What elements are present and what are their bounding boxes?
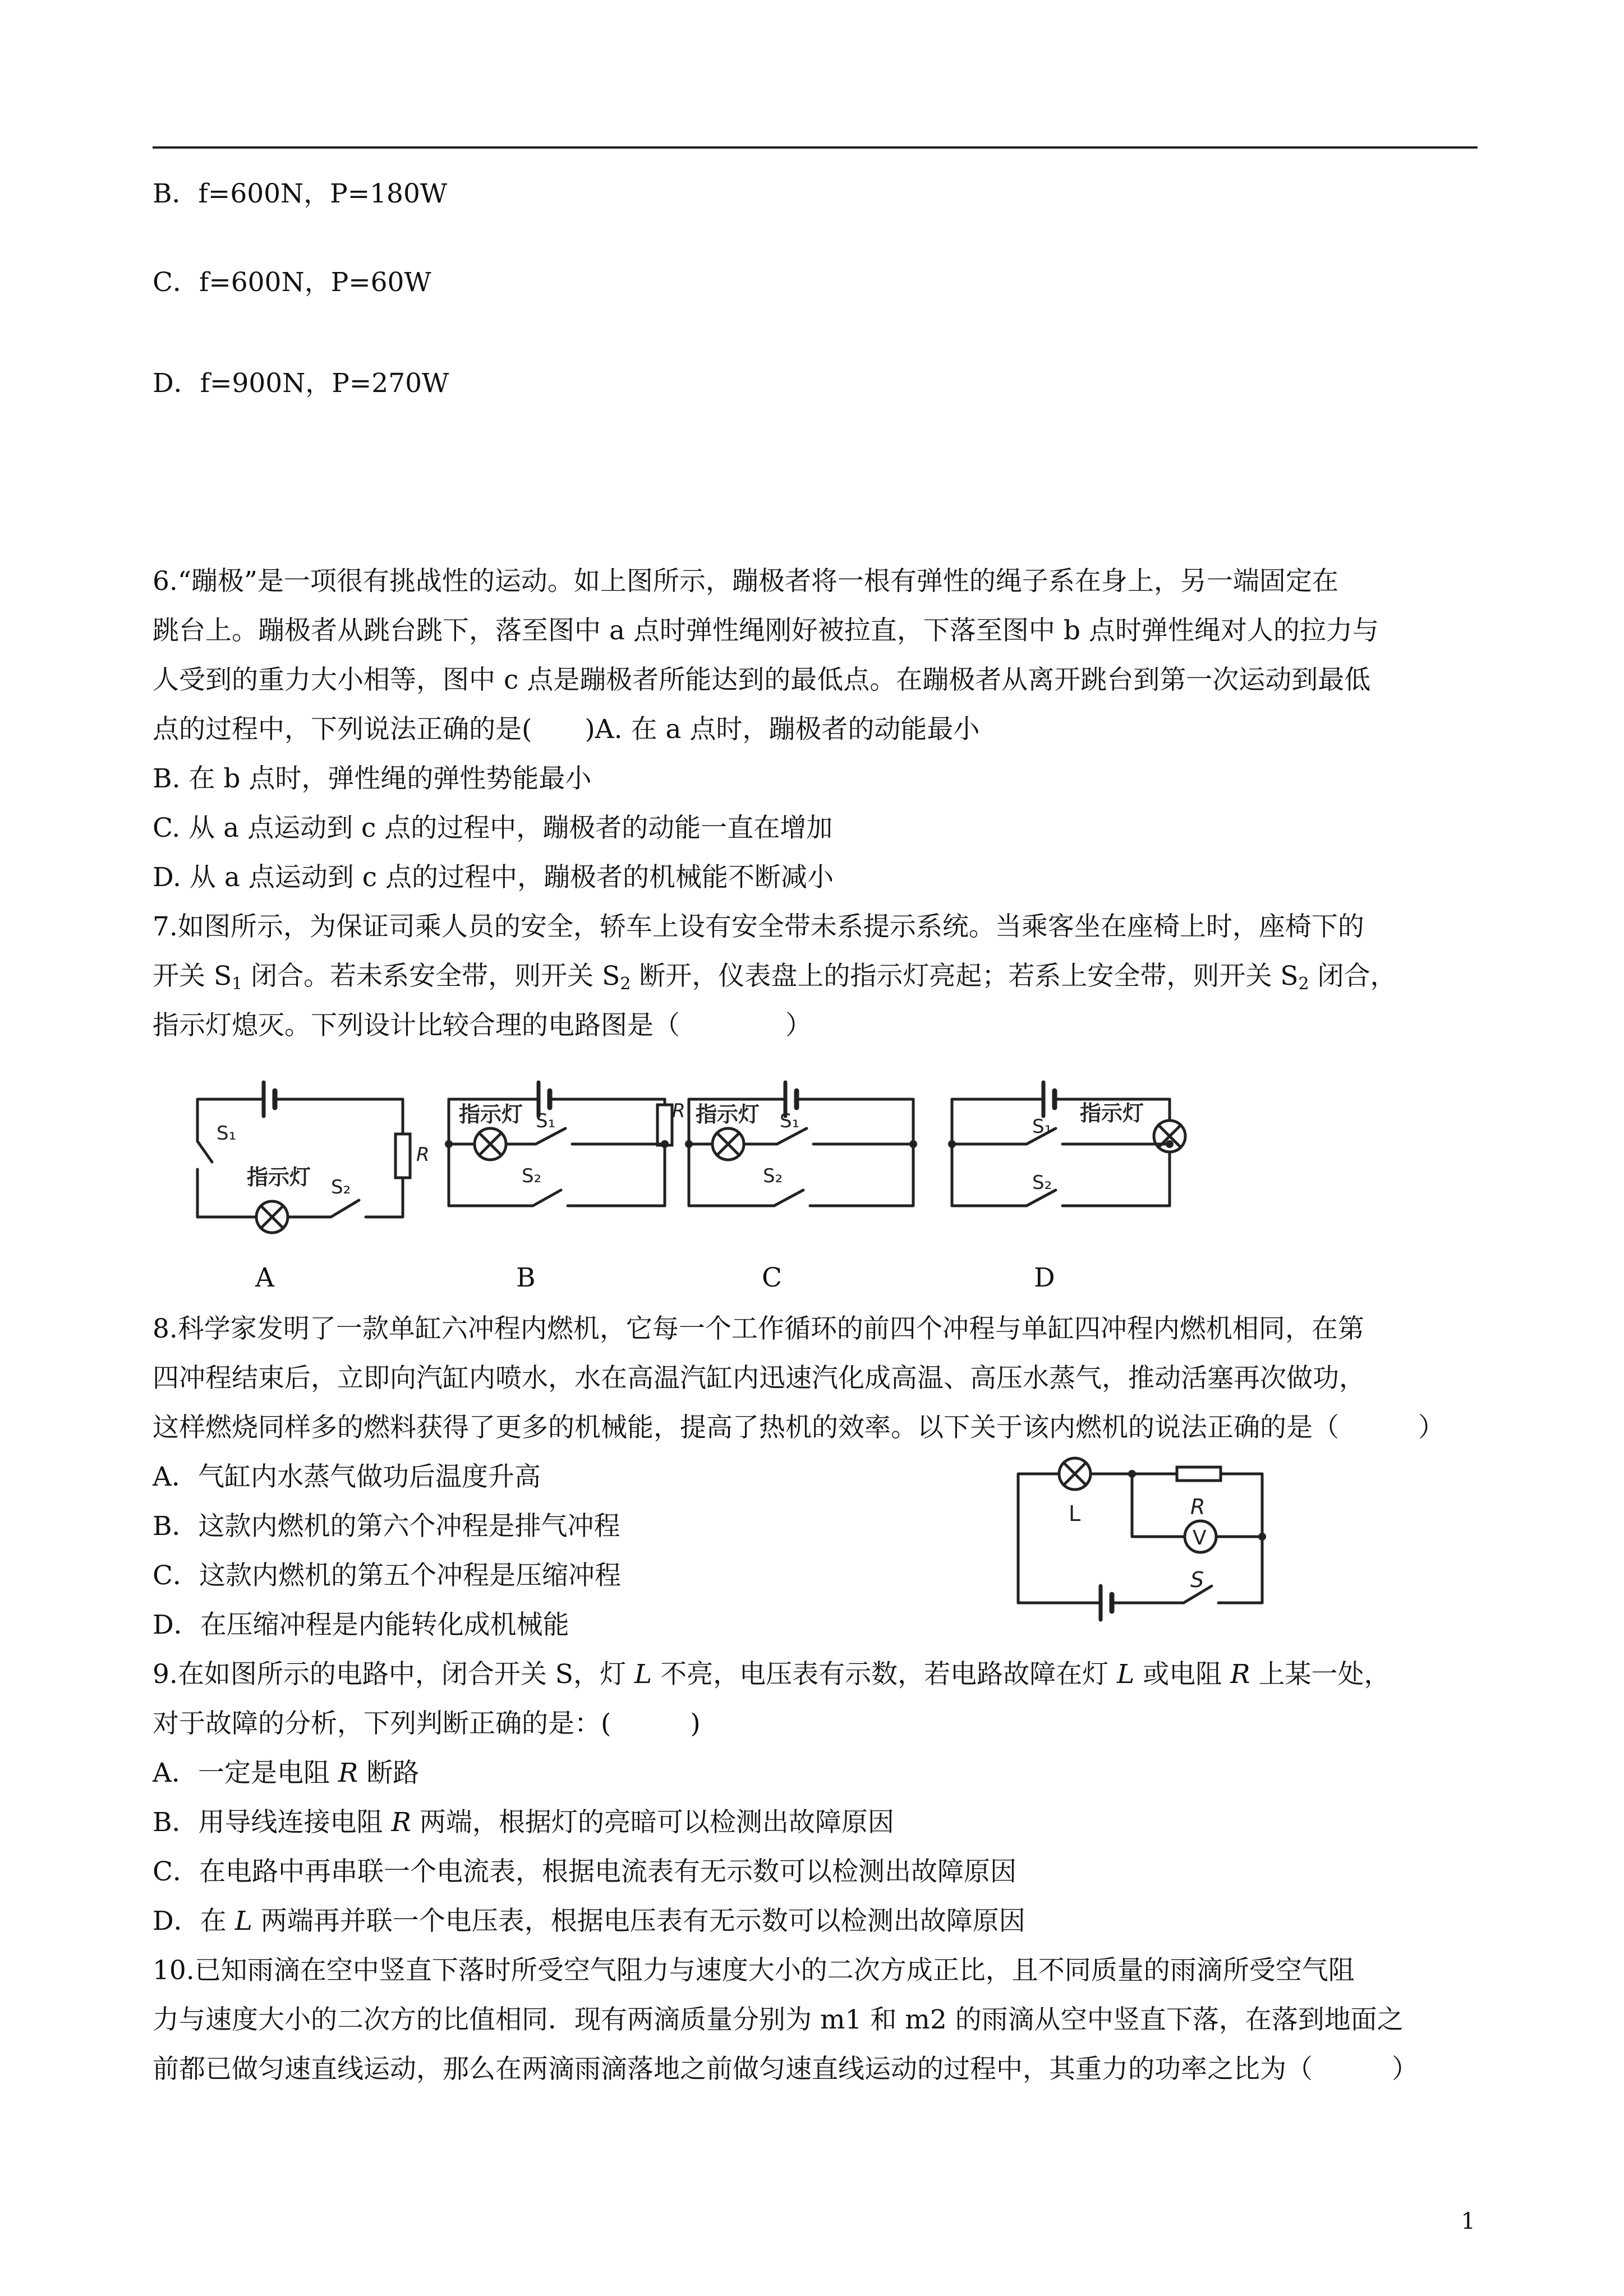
- q6-line-4: 点的过程中，下列说法正确的是( )A. 在 a 点时，蹦极者的动能最小: [153, 714, 980, 745]
- q7-caption-b: B: [516, 1262, 536, 1293]
- circuit-a-s2-label: S₂: [331, 1176, 351, 1198]
- q9-option-d: D．在 L 两端再并联一个电压表，根据电压表有无示数可以检测出故障原因: [153, 1906, 1025, 1937]
- q8-option-d: D．在压缩冲程是内能转化成机械能: [153, 1610, 569, 1640]
- q8-line-3: 这样燃烧同样多的燃料获得了更多的机械能，提高了热机的效率。以下关于该内燃机的说法正确的是（ ）: [153, 1412, 1444, 1443]
- q9-option-b: B．用导线连接电阻 R 两端，根据灯的亮暗可以检测出故障原因: [153, 1807, 894, 1838]
- circuit-c-s2-label: S₂: [763, 1165, 783, 1187]
- q6-option-d: D. 从 a 点运动到 c 点的过程中，蹦极者的机械能不断减小: [153, 862, 834, 893]
- q10-line-2: 力与速度大小的二次方的比值相同．现有两滴质量分别为 m1 和 m2 的雨滴从空中竖直下落，在落到地面之: [153, 2004, 1404, 2035]
- q6-option-b: B. 在 b 点时，弹性绳的弹性势能最小: [153, 763, 592, 794]
- page-number: 1: [1461, 2209, 1475, 2234]
- q8-option-c: C．这款内燃机的第五个冲程是压缩冲程: [153, 1560, 621, 1591]
- q7-caption-c: C: [762, 1262, 782, 1293]
- q7-caption-a: A: [255, 1262, 274, 1293]
- q6-option-c: C. 从 a 点运动到 c 点的过程中，蹦极者的动能一直在增加: [153, 813, 833, 843]
- q9-fig-l-label: L: [1069, 1501, 1081, 1526]
- circuit-b-lamp-label: 指示灯: [459, 1102, 523, 1127]
- q8-line-2: 四冲程结束后，立即向汽缸内喷水，水在高温汽缸内迅速汽化成高温、高压水蒸气，推动活塞再次做功，: [153, 1363, 1365, 1394]
- circuit-d-lamp-label: 指示灯: [1080, 1101, 1144, 1126]
- q6-line-1: 6.“蹦极”是一项很有挑战性的运动。如上图所示，蹦极者将一根有弹性的绳子系在身上，另一端固定在: [153, 566, 1338, 597]
- q9-fig-v-label: V: [1193, 1527, 1207, 1550]
- q5-option-b: B．f=600N，P=180W: [153, 178, 448, 209]
- q6-line-2: 跳台上。蹦极者从跳台跳下，落至图中 a 点时弹性绳刚好被拉直，下落至图中 b 点时弹性绳对人的拉力与: [153, 615, 1379, 646]
- q8-option-a: A．气缸内水蒸气做功后温度升高: [153, 1461, 541, 1492]
- circuit-b-s1-label: S₁: [536, 1110, 556, 1132]
- q9-option-c: C．在电路中再串联一个电流表，根据电流表有无示数可以检测出故障原因: [153, 1856, 1016, 1887]
- q7-line-2: 开关 $S_1$ 闭合。若未系安全带，则开关 $S_2$ 断开，仪表盘上的指示灯亮起；若系上安全带，则开关 $S_2$ 闭合，: [153, 961, 1397, 994]
- circuit-b-s2-label: S₂: [522, 1165, 542, 1187]
- circuit-c-lamp-label: 指示灯: [696, 1102, 760, 1127]
- q7-line-3: 指示灯熄灭。下列设计比较合理的电路图是（ ）: [153, 1010, 812, 1041]
- circuit-d-s2-label: S₂: [1032, 1172, 1052, 1194]
- q5-option-c: C．f=600N，P=60W: [153, 267, 431, 298]
- q5-option-d: D．f=900N，P=270W: [153, 368, 449, 399]
- q7-line-1: 7.如图所示，为保证司乘人员的安全，轿车上设有安全带未系提示系统。当乘客坐在座椅上时，座椅下的: [153, 911, 1364, 942]
- circuit-a-r-label: R: [416, 1144, 430, 1166]
- circuit-a-s1-label: S₁: [217, 1122, 237, 1145]
- q6-line-3: 人受到的重力大小相等，图中 c 点是蹦极者所能达到的最低点。在蹦极者从离开跳台到第一次运动到最低: [153, 665, 1371, 695]
- q9-fig-r-label: R: [1190, 1495, 1206, 1519]
- q8-line-1: 8.科学家发明了一款单缸六冲程内燃机，它每一个工作循环的前四个冲程与单缸四冲程内燃机相同，在第: [153, 1313, 1364, 1344]
- q9-line-2: 对于故障的分析，下列判断正确的是：( ): [153, 1708, 701, 1739]
- circuit-c-s1-label: S₁: [780, 1110, 800, 1132]
- q8-option-b: B．这款内燃机的第六个冲程是排气冲程: [153, 1511, 620, 1542]
- q9-line-1: 9.在如图所示的电路中，闭合开关 S，灯 L 不亮，电压表有示数，若电路故障在灯 L 或电阻 R 上某一处，: [153, 1659, 1391, 1690]
- q9-fig-s-label: S: [1190, 1567, 1204, 1592]
- q10-line-1: 10.已知雨滴在空中竖直下落时所受空气阻力与速度大小的二次方成正比，且不同质量的雨滴所受空气阻: [153, 1955, 1355, 1986]
- circuit-a-lamp-label: 指示灯: [247, 1165, 311, 1190]
- circuit-d-s1-label: S₁: [1032, 1115, 1052, 1138]
- q9-option-a: A．一定是电阻 R 断路: [153, 1758, 420, 1788]
- q10-line-3: 前都已做匀速直线运动，那么在两滴雨滴落地之前做匀速直线运动的过程中，其重力的功率之比为（ ）: [153, 2054, 1418, 2085]
- q7-caption-d: D: [1034, 1262, 1055, 1293]
- circuit-b-r-label: R: [672, 1100, 686, 1122]
